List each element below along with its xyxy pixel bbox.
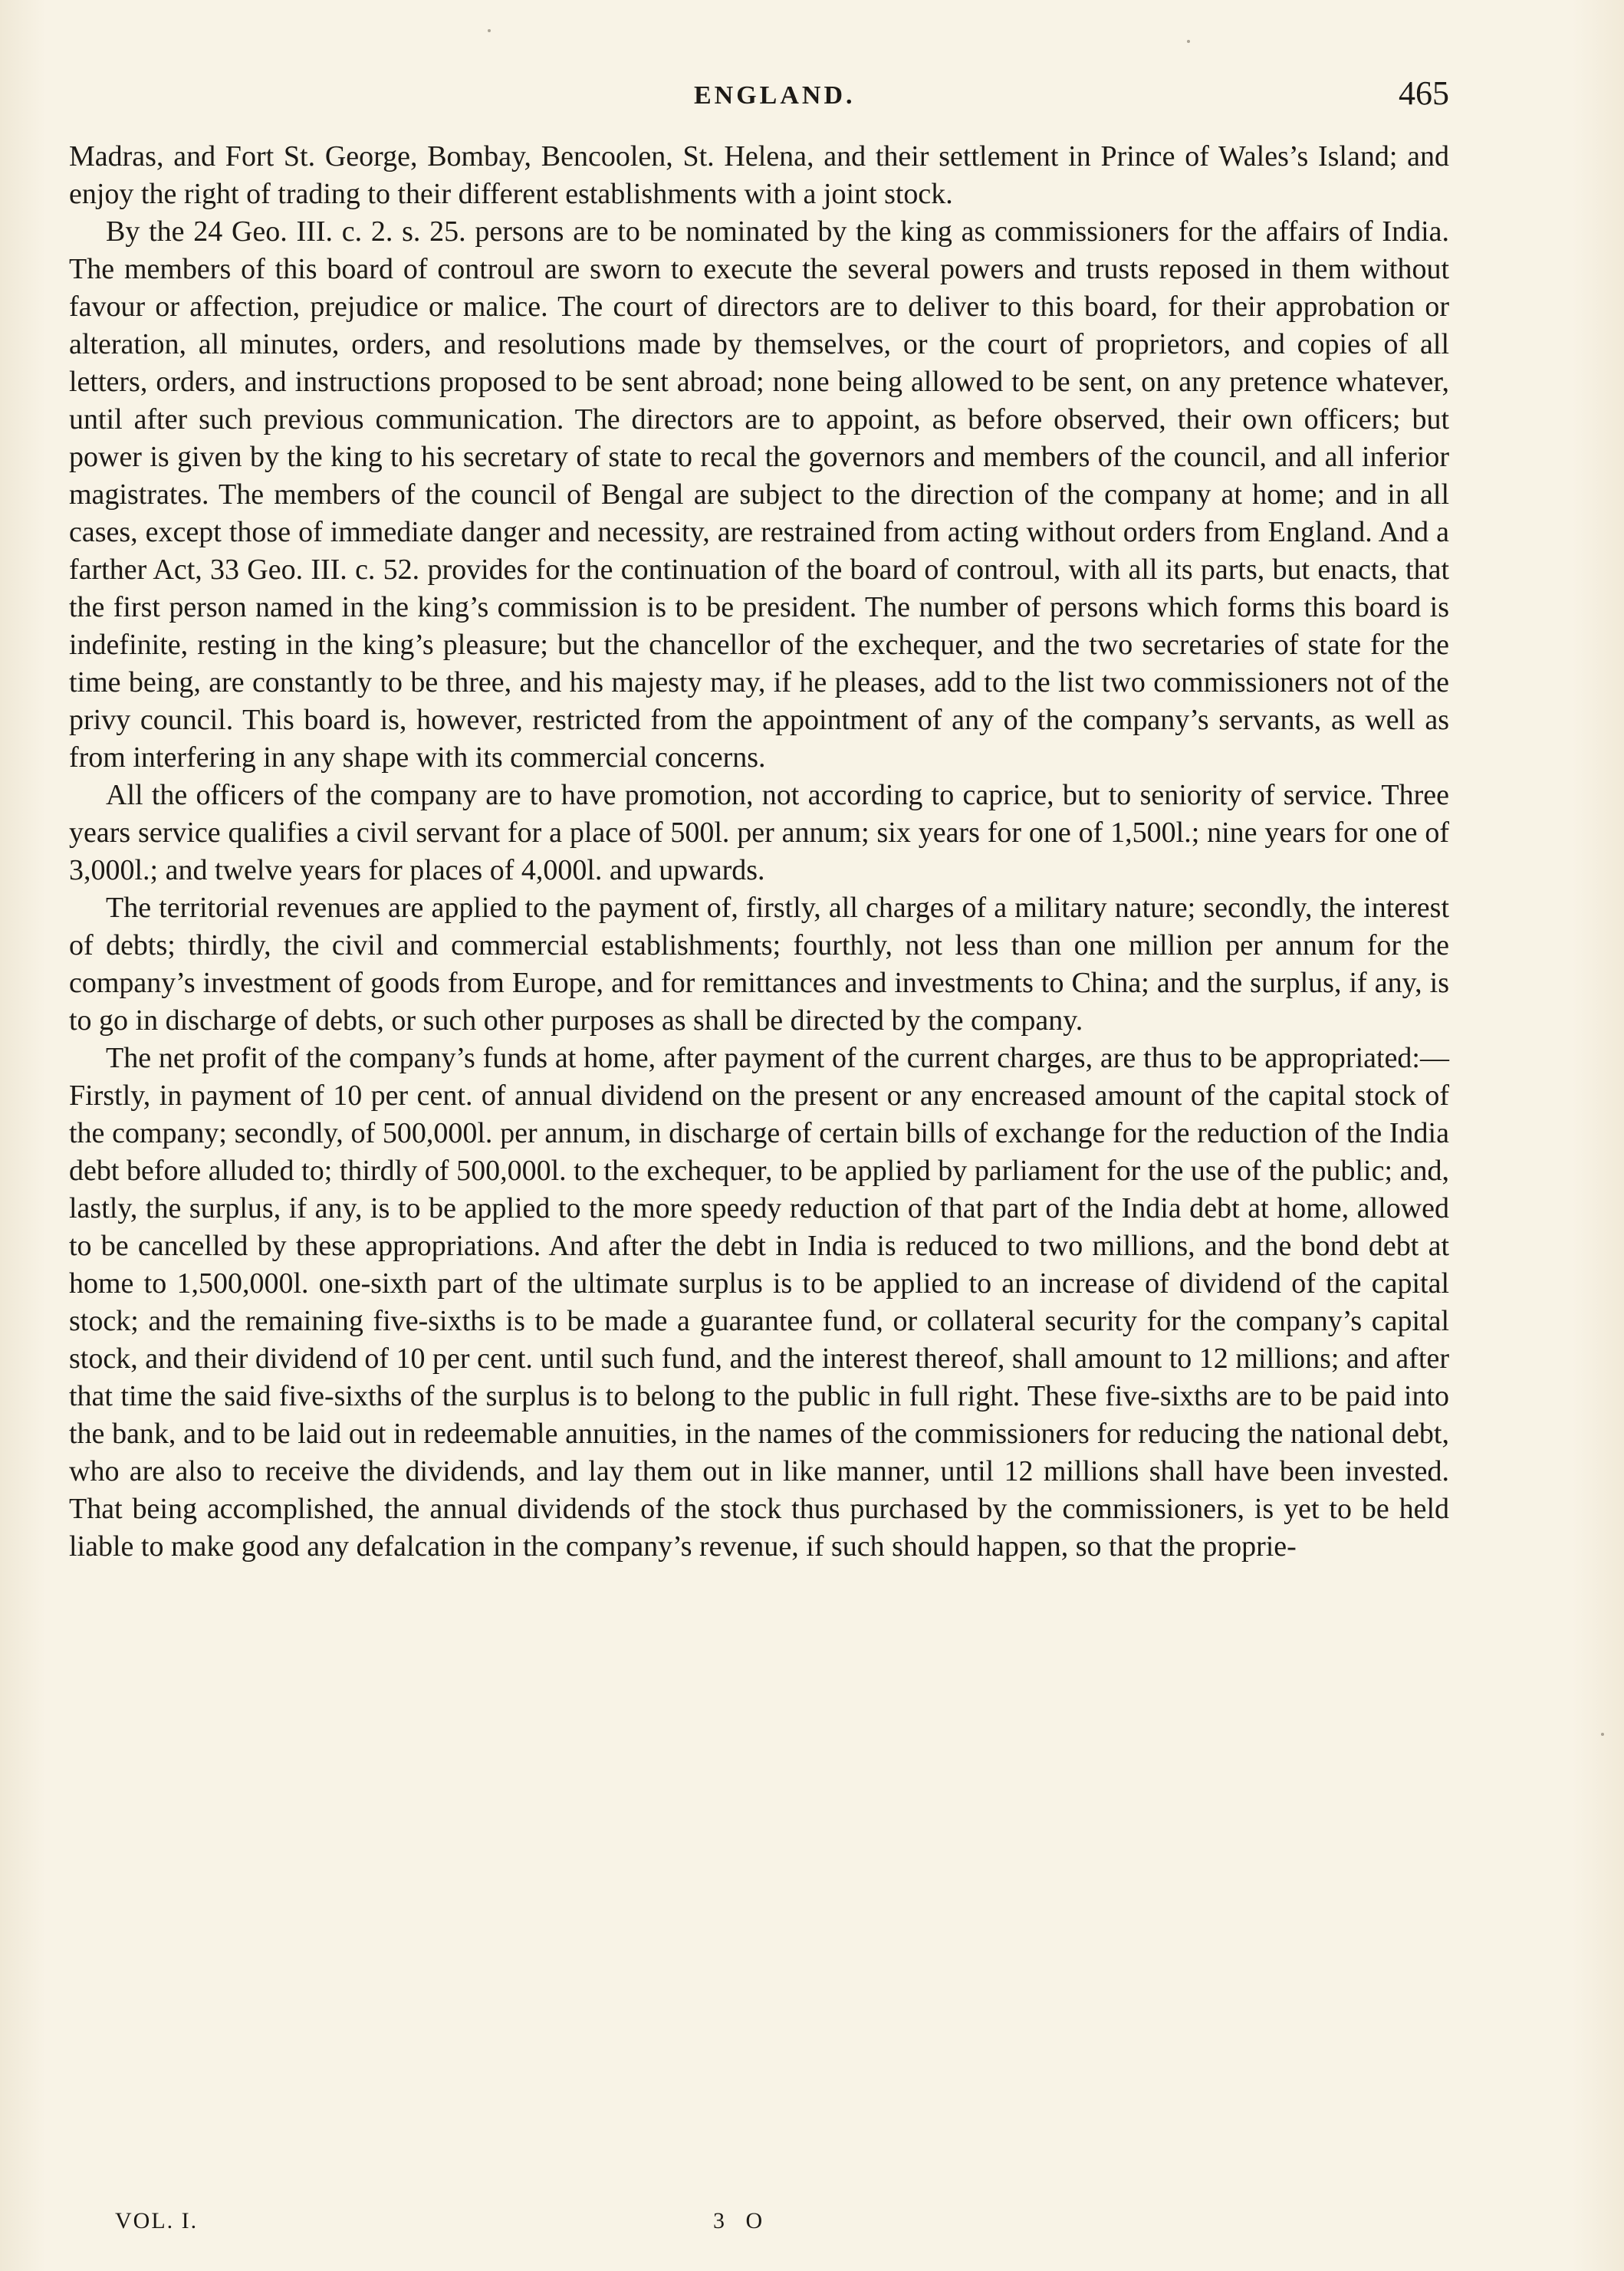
- paper-speck: [1187, 40, 1190, 43]
- page-footer: [69, 2208, 1449, 2246]
- page-number: 465: [1399, 74, 1449, 112]
- body-text: [69, 138, 1449, 1566]
- paragraph: By the 24 Geo. III. c. 2. s. 25. persons are to be nominated by the king as commissioners for the affairs of India. The members of this board of controul are sworn to execute the several powers and trusts reposed in them without favour or affection, prejudice or malice. The court of directors are to deliver to this board, for their approbation or alteration, all minutes, orders, and resolutions made by themselves, or the court of proprietors, and copies of all letters, orders, and instructions proposed to be sent abroad; none being allowed to be sent, on any pretence whatever, until after such previous communication. The directors are to appoint, as before observed, their own officers; but power is given by the king to his secretary of state to recal the governors and members of the council, and all inferior magistrates. The members of the council of Bengal are subject to the direction of the company at home; and in all cases, except those of immediate danger and necessity, are restrained from acting without orders from England. And a farther Act, 33 Geo. III. c. 52. provides for the continuation of the board of controul, with all its parts, but enacts, that the first person named in the king’s commission is to be president. The number of persons which forms this board is indefinite, resting in the king’s pleasure; but the chancellor of the exchequer, and the two secretaries of state for the time being, are constantly to be three, and his majesty may, if he pleases, add to the list two commissioners not of the privy council. This board is, however, restricted from the appointment of any of the company’s servants, as well as from interfering in any shape with its commercial concerns.: [69, 215, 1449, 774]
- paragraph: The net profit of the company’s funds at home, after payment of the current charges, are thus to be appropriated:—Firstly, in payment of 10 per cent. of annual dividend on the present or any encreased amount of the capital stock of the company; secondly, of 500,000l. per annum, in discharge of certain bills of exchange for the reduction of the India debt before alluded to; thirdly of 500,000l. to the exchequer, to be applied by parliament for the use of the public; and, lastly, the surplus, if any, is to be applied to the more speedy reduction of that part of the India debt at home, allowed to be cancelled by these appropriations. And after the debt in India is reduced to two millions, and the bond debt at home to 1,500,000l. one-sixth part of the ultimate surplus is to be applied to an increase of dividend of the capital stock; and the remaining five-sixths is to be made a guarantee fund, or collateral security for the company’s capital stock, and their dividend of 10 per cent. until such fund, and the interest thereof, shall amount to 12 millions; and after that time the said five-sixths of the surplus is to belong to the public in full right. These five-sixths are to be paid into the bank, and to be laid out in redeemable annuities, in the names of the commissioners for reducing the national debt, who are also to receive the dividends, and lay them out in like manner, until 12 millions shall have been invested. That being accomplished, the annual dividends of the stock thus purchased by the commissioners, is yet to be held liable to make good any defalcation in the company’s revenue, if such should happen, so that the proprie-: [69, 1042, 1449, 1563]
- sheet-signature: 3 O: [713, 2208, 771, 2233]
- paragraph: The territorial revenues are applied to the payment of, firstly, all charges of a military nature; secondly, the interest of debts; thirdly, the civil and commercial establishments; fourthly, not less than one million per annum for the company’s investment of goods from Europe, and for remittances and investments to China; and the surplus, if any, is to go in discharge of debts, or such other purposes as shall be directed by the company.: [69, 892, 1449, 1037]
- paper-speck: [1601, 1733, 1604, 1736]
- paper-speck: [488, 29, 491, 32]
- page-header: [69, 74, 1449, 120]
- volume-signature: VOL. I.: [115, 2208, 199, 2233]
- paragraph: All the officers of the company are to have promotion, not according to caprice, but to seniority of service. Three years service qualifies a civil servant for a place of 500l. per annum; six years for one of 1,500l.; nine years for one of 3,000l.; and twelve years for places of 4,000l. and upwards.: [69, 779, 1449, 886]
- paragraph: Madras, and Fort St. George, Bombay, Bencoolen, St. Helena, and their settlement in Prince of Wales’s Island; and enjoy the right of trading to their different establishments with a joint stock.: [69, 140, 1449, 210]
- running-head: ENGLAND.: [694, 81, 856, 110]
